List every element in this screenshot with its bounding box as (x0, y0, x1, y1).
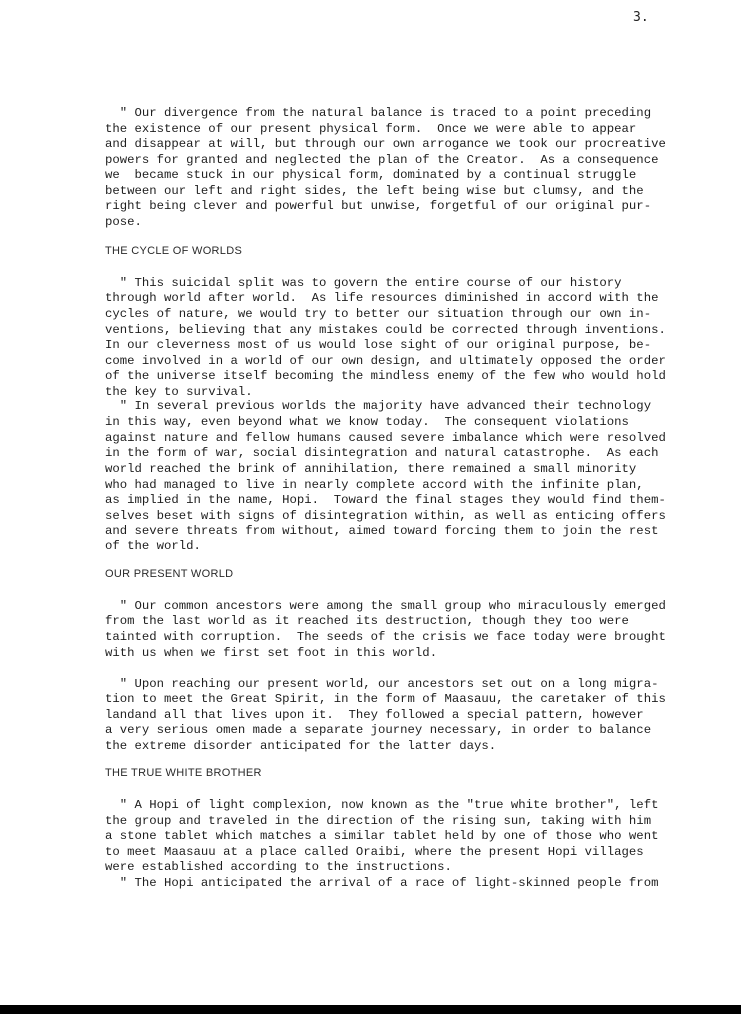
text-line: " This suicidal split was to govern the entire course of our history (105, 276, 622, 290)
text-line: the key to survival. (105, 385, 253, 399)
text-line: selves beset with signs of disintegration within, as well as enticing offers (105, 509, 666, 523)
text-line: pose. (105, 215, 142, 229)
text-line: a stone tablet which matches a similar tablet held by one of those who went (105, 829, 659, 843)
text-line: and disappear at will, but through our own arrogance we took our procreative (105, 137, 666, 151)
text-line: in this way, even beyond what we know today. The consequent violations (105, 415, 629, 429)
text-line: the existence of our present physical form. Once we were able to appear (105, 122, 637, 136)
section-heading: THE CYCLE OF WORLDS (105, 245, 243, 257)
text-line: cycles of nature, we would try to better our situation through our own in- (105, 307, 652, 321)
text-line: from the last world as it reached its destruction, though they too were (105, 614, 629, 628)
text-line: " The Hopi anticipated the arrival of a race of light-skinned people from (105, 876, 659, 890)
text-line: who had managed to live in nearly complete accord with the infinite plan, (105, 478, 644, 492)
text-line: come involved in a world of our own design, and ultimately opposed the order (105, 354, 666, 368)
text-line: a very serious omen made a separate journey necessary, in order to balance (105, 723, 652, 737)
text-line: ventions, believing that any mistakes could be corrected through inventions. (105, 323, 666, 337)
text-line: through world after world. As life resources diminished in accord with the (105, 291, 659, 305)
text-line: of the universe itself becoming the mindless enemy of the few who would hold (105, 369, 666, 383)
text-line: " A Hopi of light complexion, now known as the "true white brother", left (105, 798, 659, 812)
text-line: the group and traveled in the direction of the rising sun, taking with him (105, 814, 652, 828)
scan-bottom-edge (0, 1005, 741, 1014)
text-line: as implied in the name, Hopi. Toward the final stages they would find them- (105, 493, 666, 507)
page-number: 3. (633, 10, 649, 25)
section-heading: OUR PRESENT WORLD (105, 568, 234, 580)
text-line: and severe threats from without, aimed toward forcing them to join the rest (105, 524, 659, 538)
text-line: " Our common ancestors were among the small group who miraculously emerged (105, 599, 666, 613)
text-line: the extreme disorder anticipated for the latter days. (105, 739, 497, 753)
text-line: against nature and fellow humans caused severe imbalance which were resolved (105, 431, 666, 445)
text-line: were established according to the instructions. (105, 860, 452, 874)
text-line: tainted with corruption. The seeds of the crisis we face today were brought (105, 630, 666, 644)
text-line: in the form of war, social disintegration and natural catastrophe. As each (105, 446, 659, 460)
text-line: right being clever and powerful but unwise, forgetful of our original pur- (105, 199, 652, 213)
text-line: " In several previous worlds the majority have advanced their technology (105, 399, 652, 413)
text-line: In our cleverness most of us would lose sight of our original purpose, be- (105, 338, 652, 352)
text-line: powers for granted and neglected the plan of the Creator. As a consequence (105, 153, 659, 167)
section-heading: THE TRUE WHITE BROTHER (105, 767, 262, 779)
text-line: with us when we first set foot in this world. (105, 646, 438, 660)
text-line: we became stuck in our physical form, dominated by a continual struggle (105, 168, 637, 182)
text-line: to meet Maasauu at a place called Oraibi, where the present Hopi villages (105, 845, 644, 859)
text-line: landand all that lives upon it. They followed a special pattern, however (105, 708, 644, 722)
text-line: between our left and right sides, the left being wise but clumsy, and the (105, 184, 644, 198)
text-line: world reached the brink of annihilation, there remained a small minority (105, 462, 637, 476)
text-line: " Upon reaching our present world, our ancestors set out on a long migra- (105, 677, 659, 691)
text-line: of the world. (105, 539, 201, 553)
text-line: tion to meet the Great Spirit, in the form of Maasauu, the caretaker of this (105, 692, 666, 706)
text-line: " Our divergence from the natural balance is traced to a point preceding (105, 106, 652, 120)
